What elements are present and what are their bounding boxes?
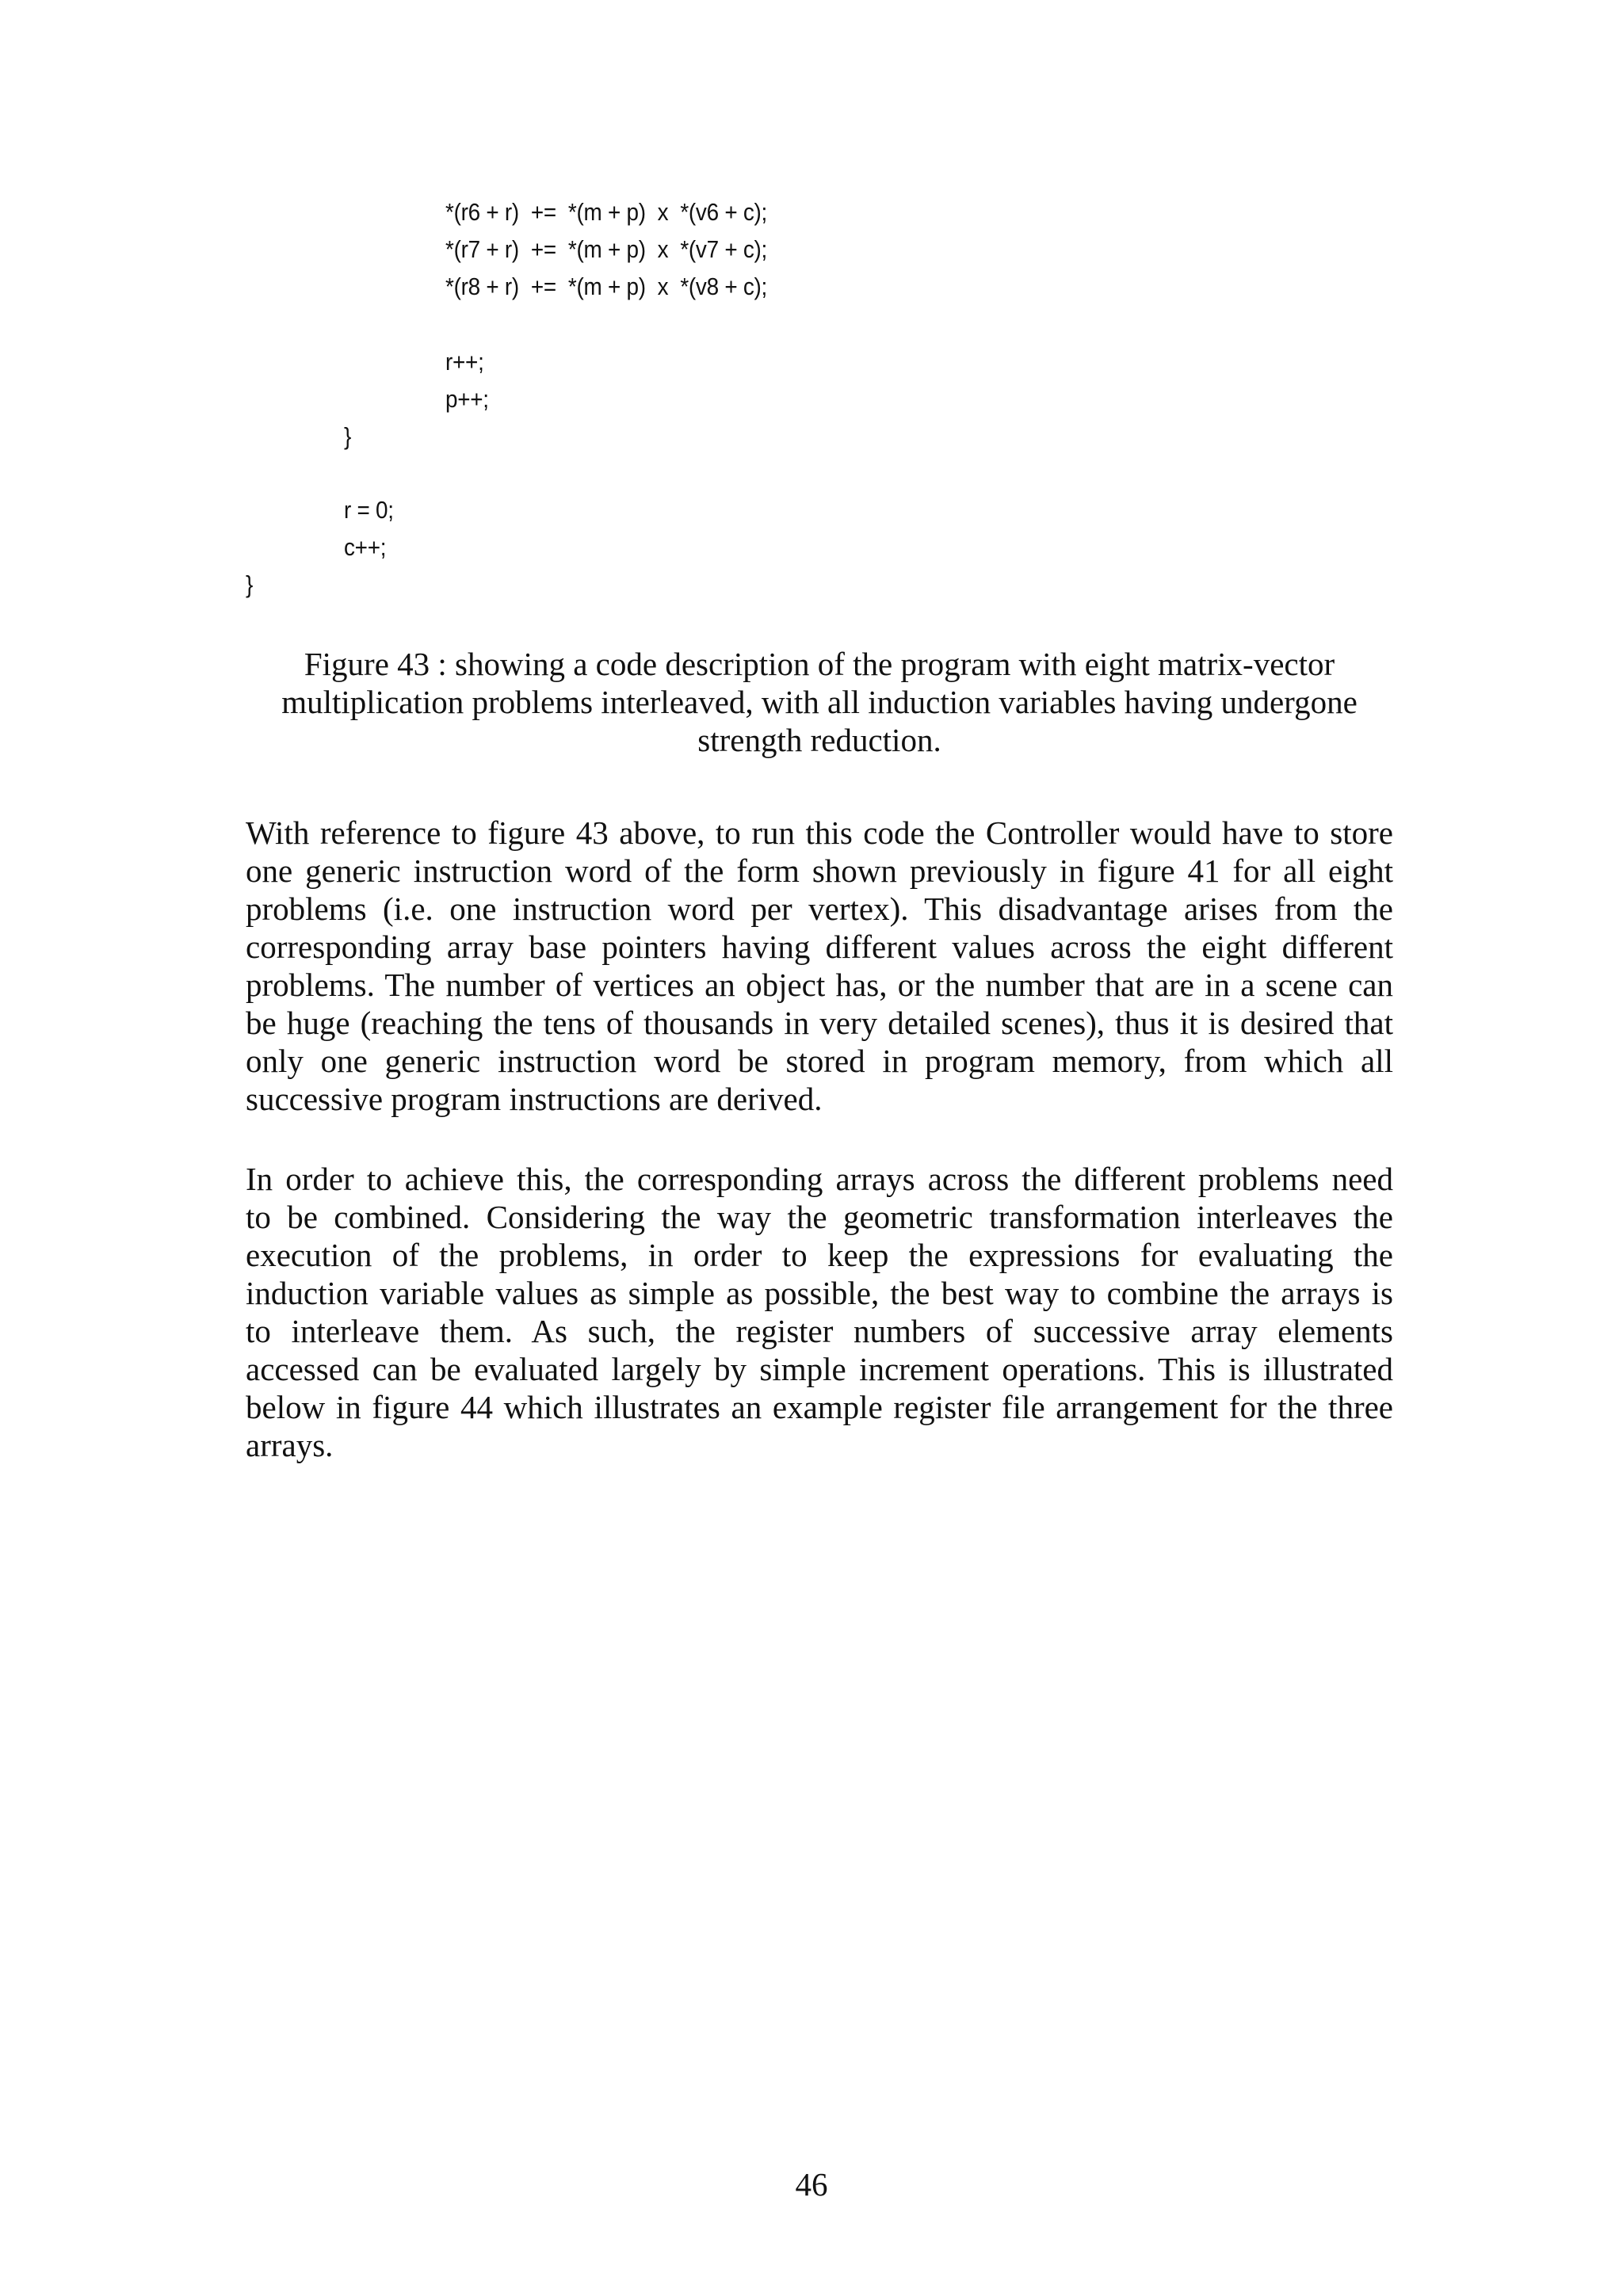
code-line: } xyxy=(246,570,254,598)
figure-caption xyxy=(246,645,1393,759)
paragraph-line: corresponding array base pointers having different values across the eight different xyxy=(246,929,1393,965)
paragraph-line: to be combined. Considering the way the geometric transformation interleaves the xyxy=(246,1199,1393,1235)
paragraph-line: arrays. xyxy=(246,1427,334,1463)
caption-line: Figure 43 : showing a code description of the program with eight matrix-vector xyxy=(304,646,1335,682)
caption-line: multiplication problems interleaved, with all induction variables having undergone xyxy=(281,684,1358,720)
paragraph-line: In order to achieve this, the corresponding arrays across the different problems need xyxy=(246,1161,1393,1197)
paragraph-line: to interleave them. As such, the register numbers of successive array elements xyxy=(246,1313,1393,1349)
code-line: } xyxy=(344,422,352,450)
paragraph-line: problems. The number of vertices an object has, or the number that are in a scene can xyxy=(246,967,1393,1003)
paragraph-line: below in figure 44 which illustrates an example register file arrangement for the three xyxy=(246,1389,1393,1425)
body-paragraph xyxy=(246,814,1393,1118)
code-line: *(r6 + r) += *(m + p) x *(v6 + c); xyxy=(445,198,768,226)
body-paragraph xyxy=(246,1160,1393,1464)
paragraph-line: problems (i.e. one instruction word per vertex). This disadvantage arises from the xyxy=(246,891,1393,927)
caption-line: strength reduction. xyxy=(697,722,941,758)
paragraph-line: successive program instructions are derived. xyxy=(246,1081,823,1117)
code-line: r++; xyxy=(445,348,484,376)
paragraph-line: only one generic instruction word be stored in program memory, from which all xyxy=(246,1043,1393,1079)
page-number: 46 xyxy=(795,2166,828,2203)
paragraph-line: With reference to figure 43 above, to run this code the Controller would have to store xyxy=(246,814,1393,851)
paragraph-line: one generic instruction word of the form shown previously in figure 41 for all eight xyxy=(246,852,1393,889)
paragraph-line: induction variable values as simple as possible, the best way to combine the arrays is xyxy=(246,1275,1393,1311)
code-line: c++; xyxy=(344,533,387,561)
paragraph-line: be huge (reaching the tens of thousands in very detailed scenes), thus it is desired that xyxy=(246,1005,1393,1041)
code-line: *(r7 + r) += *(m + p) x *(v7 + c); xyxy=(445,235,768,263)
code-line: *(r8 + r) += *(m + p) x *(v8 + c); xyxy=(445,273,768,300)
code-line: p++; xyxy=(445,385,489,413)
paragraph-line: execution of the problems, in order to keep the expressions for evaluating the xyxy=(246,1237,1393,1273)
paragraph-line: accessed can be evaluated largely by simple increment operations. This is illustrated xyxy=(246,1351,1393,1387)
code-line: r = 0; xyxy=(344,496,394,524)
